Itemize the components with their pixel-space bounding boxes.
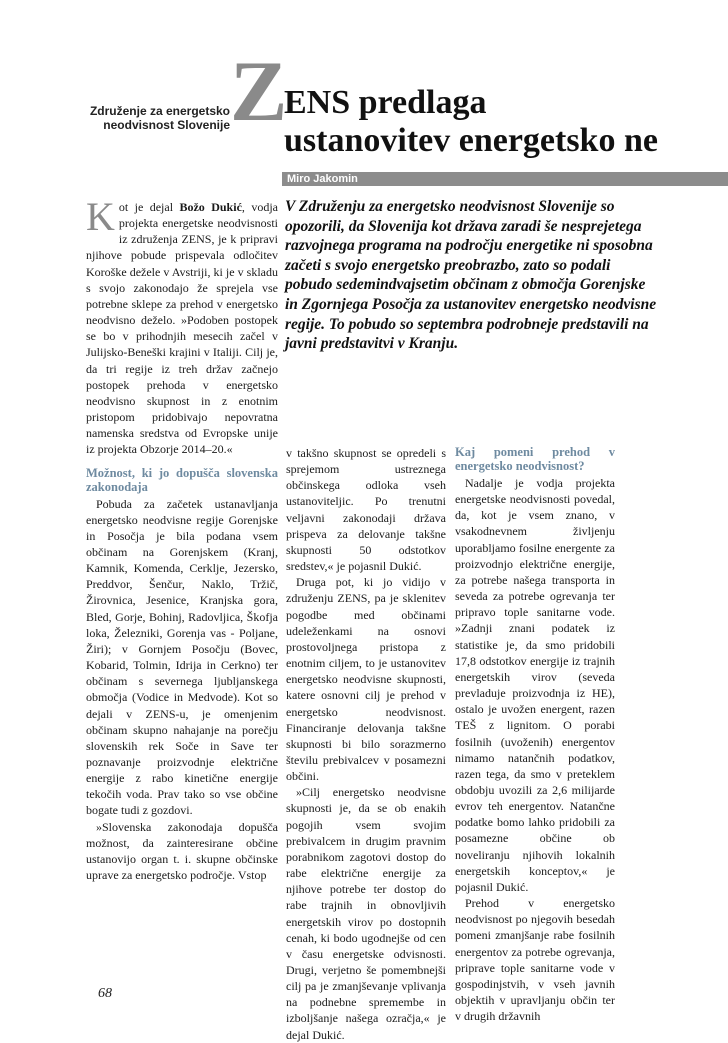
- col2-paragraph-1: v takšno skupnost se opredeli s sprejemom ustreznega občinskega odloka vseh ustanoviteljic. Po trenutni veljavni zakonodaji država prispeva za delovanje takšne skupnosti 50 odstotkov sredstev,« je pojasnil Dukić.: [286, 446, 446, 574]
- col1-paragraph-2: Pobuda za začetek ustanavljanja energetsko neodvisne regije Gorenjske in Posočja je bila podana vsem občinam na Gorenjskem (Kranj, Kamnik, Komenda, Cerklje, Jezersko, Preddvor, Šenčur, Naklo, Tržič, Žirovnica, Jesenice, Kranjska gora, Bled, Gorje, Bohinj, Radovljica, Škofja loka, Železniki, Gorenja vas - Poljane, Žiri); v Gornjem Posočju (Bovec, Kobarid, Tolmin, Idrija in Cerkno) ter občinam s severnega ljubljanskega območja (Vodice in Medvode). Kot so dejali v ZENS-u, je omenjenim občinam skupno nahajanje na porečju slovenskih rek Soče in Save ter poznavanje proizvodnje električne energije z rabo kinetične energije tekočih voda. Prav tako so vse občine bogate tudi z gozdovi.: [86, 496, 278, 818]
- kicker-line-1: Združenje za energetsko: [89, 104, 230, 118]
- col1-paragraph-1: [86, 194, 278, 458]
- col1-p1-rest: , vodja projekta energetske neodvisnosti iz združenja ZENS, je k pripravi njihove pobude prispevala odločitev Koroške dežele v Avstriji, ki je v skladu s svojo zakonodajo že sprejela vse potrebne sklepe za prehod v energetsko neodvisno deželo. »Podoben postopek se bo v prihodnjih mesecih začel v Julijsko-Beneški krajini v Italiji. Cilj je, da tri regije iz treh držav začnejo postopek prehoda v energetsko neodvisno skupnost in z enotnim pristopom pridobivajo nepovratna namenska sredstva od Evropske unije iz projekta Obzorje 2014–20.«: [86, 200, 278, 457]
- article-title: [284, 84, 658, 160]
- person-name: Božo Dukić: [179, 200, 242, 214]
- title-line-2: ustanovitev energetsko ne: [284, 122, 658, 159]
- col3-paragraph-2: Prehod v energetsko neodvisnost po njegovih besedah pomeni zmanjšanje rabe fosilnih energentov za potrebe ogrevanja, priprave tople sanitarne vode v gospodinjstvih, v vseh javnih objektih v upravljanju občin ter v drugih državnih: [455, 896, 615, 1024]
- lead-paragraph: V Združenju za energetsko neodvisnost Slovenije so opozorili, da Slovenija kot država zaradi še nesprejetega razvojnega programa na področju energetike ni sposobna začeti s svojo energetsko preobrazbo, zato so podali pobudo sedemindvajsetim občinam z območja Gorenjske in Zgornjega Posočja za ustanovitev energetsko neodvisne regije. To pobudo so septembra podrobneje predstavili na javni predstavitvi v Kranju.: [285, 198, 657, 353]
- col2-paragraph-2: Druga pot, ki jo vidijo v združenju ZENS, pa je sklenitev pogodbe med občinami udeleženkami na osnovi prostovoljnega pristopa z enotnim ciljem, to je ustanovitev energetsko neodvisne skupnosti, katere osnovni cilj je prehod v energetsko neodvisnost. Financiranje delovanja takšne skupnosti bi bilo sorazmerno številu prebivalcev v posamezni občini.: [286, 575, 446, 784]
- page-number: 68: [98, 986, 112, 1001]
- column-2: [286, 445, 446, 1043]
- column-3: [455, 445, 615, 1024]
- kicker-line-2: neodvisnost Slovenije: [103, 118, 230, 132]
- article-kicker: [20, 104, 230, 132]
- drop-cap: K: [86, 194, 115, 239]
- col1-p1-start: ot je dejal: [118, 200, 180, 214]
- col1-paragraph-3: »Slovenska zakonodaja dopušča možnost, da zainteresirane občine ustanovijo organ t. i. skupne občinske uprave za energetsko področje. Vstop: [86, 819, 278, 883]
- col3-paragraph-1: Nadalje je vodja projekta energetske neodvisnosti povedal, da, kot je vsem znano, v vsakodnevnem življenju uporabljamo fosilne energente za proizvodnjo električne energije, za potrebe našega transporta in seveda za potrebe ogrevanja ter pripravo tople sanitarne vode. »Zadnji znani podatek iz statistike je, da smo pridobili 17,8 odstotkov energije iz trajnih energetskih virov (seveda prevladuje proizvodnja iz HE), ostalo je uvožen energent, razen TEŠ z lignitom. O porabi fosilnih (uvoženih) energentov nimamo natančnih podatkov, razen tega, da smo v preteklem obdobju uvozili za 2,6 milijarde evrov teh energentov. Natančne podatke bomo lahko pridobili za posamezne občine ob noveliranju njihovih lokalnih energetskih konceptov,« je pojasnil Dukić.: [455, 476, 615, 894]
- column-1: [86, 194, 278, 883]
- col2-paragraph-3: »Cilj energetsko neodvisne skupnosti je, da se ob enakih pogojih vsem svojim prebivalcem in drugim pravnim porabnikom zagotovi dostop do rabe električne energije za njihove potrebe ter dostop do rabe trajnih in obnovljivih energetskih virov po dostopnih cenah, ki bodo ugodnejše od cen v času energetske odvisnosti. Drugi, verjetno še pomembnejši cilj pa je zmanjševanje vplivanja na podnebne spremembe in izboljšanje našega ozračja,« je dejal Dukić.: [286, 785, 446, 1042]
- author-name: Miro Jakomin: [287, 173, 358, 185]
- title-line-1: ENS predlaga: [284, 84, 487, 121]
- title-drop-letter: Z: [230, 43, 288, 139]
- col1-subheading: Možnost, ki jo dopušča slovenska zakonodaja: [86, 465, 278, 494]
- col3-subheading: Kaj pomeni prehod v energetsko neodvisnost?: [455, 445, 615, 473]
